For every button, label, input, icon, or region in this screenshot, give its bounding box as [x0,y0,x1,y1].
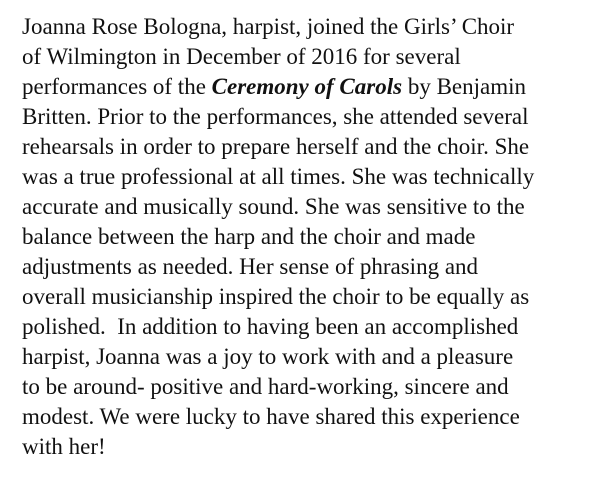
paragraph-line-10: overall musicianship inspired the choir to be equally as [22,284,530,309]
paragraph-line-3 [22,72,592,102]
paragraph-line-8: balance between the harp and the choir and made [22,224,476,249]
paragraph-line-12: harpist, Joanna was a joy to work with and a pleasure [22,344,514,369]
testimonial-paragraph [22,12,592,462]
paragraph-line-15: with her! [22,434,106,459]
paragraph-line-5: rehearsals in order to prepare herself and the choir. She [22,134,530,159]
line-3-after-title: by Benjamin [402,74,526,99]
paragraph-line-9: adjustments as needed. Her sense of phrasing and [22,254,479,279]
paragraph-line-1: Joanna Rose Bologna, harpist, joined the Girls’ Choir [22,14,515,39]
paragraph-line-13: to be around- positive and hard-working, sincere and [22,374,509,399]
paragraph-line-7: accurate and musically sound. She was sensitive to the [22,194,525,219]
paragraph-line-4: Britten. Prior to the performances, she attended several [22,104,529,129]
paragraph-line-14: modest. We were lucky to have shared this experience [22,404,520,429]
line-3-before-title: performances of the [22,74,212,99]
work-title: Ceremony of Carols [211,74,403,99]
paragraph-line-11: polished. In addition to having been an accomplished [22,314,519,339]
paragraph-line-2: of Wilmington in December of 2016 for several [22,44,461,69]
paragraph-line-6: was a true professional at all times. She was technically [22,164,535,189]
